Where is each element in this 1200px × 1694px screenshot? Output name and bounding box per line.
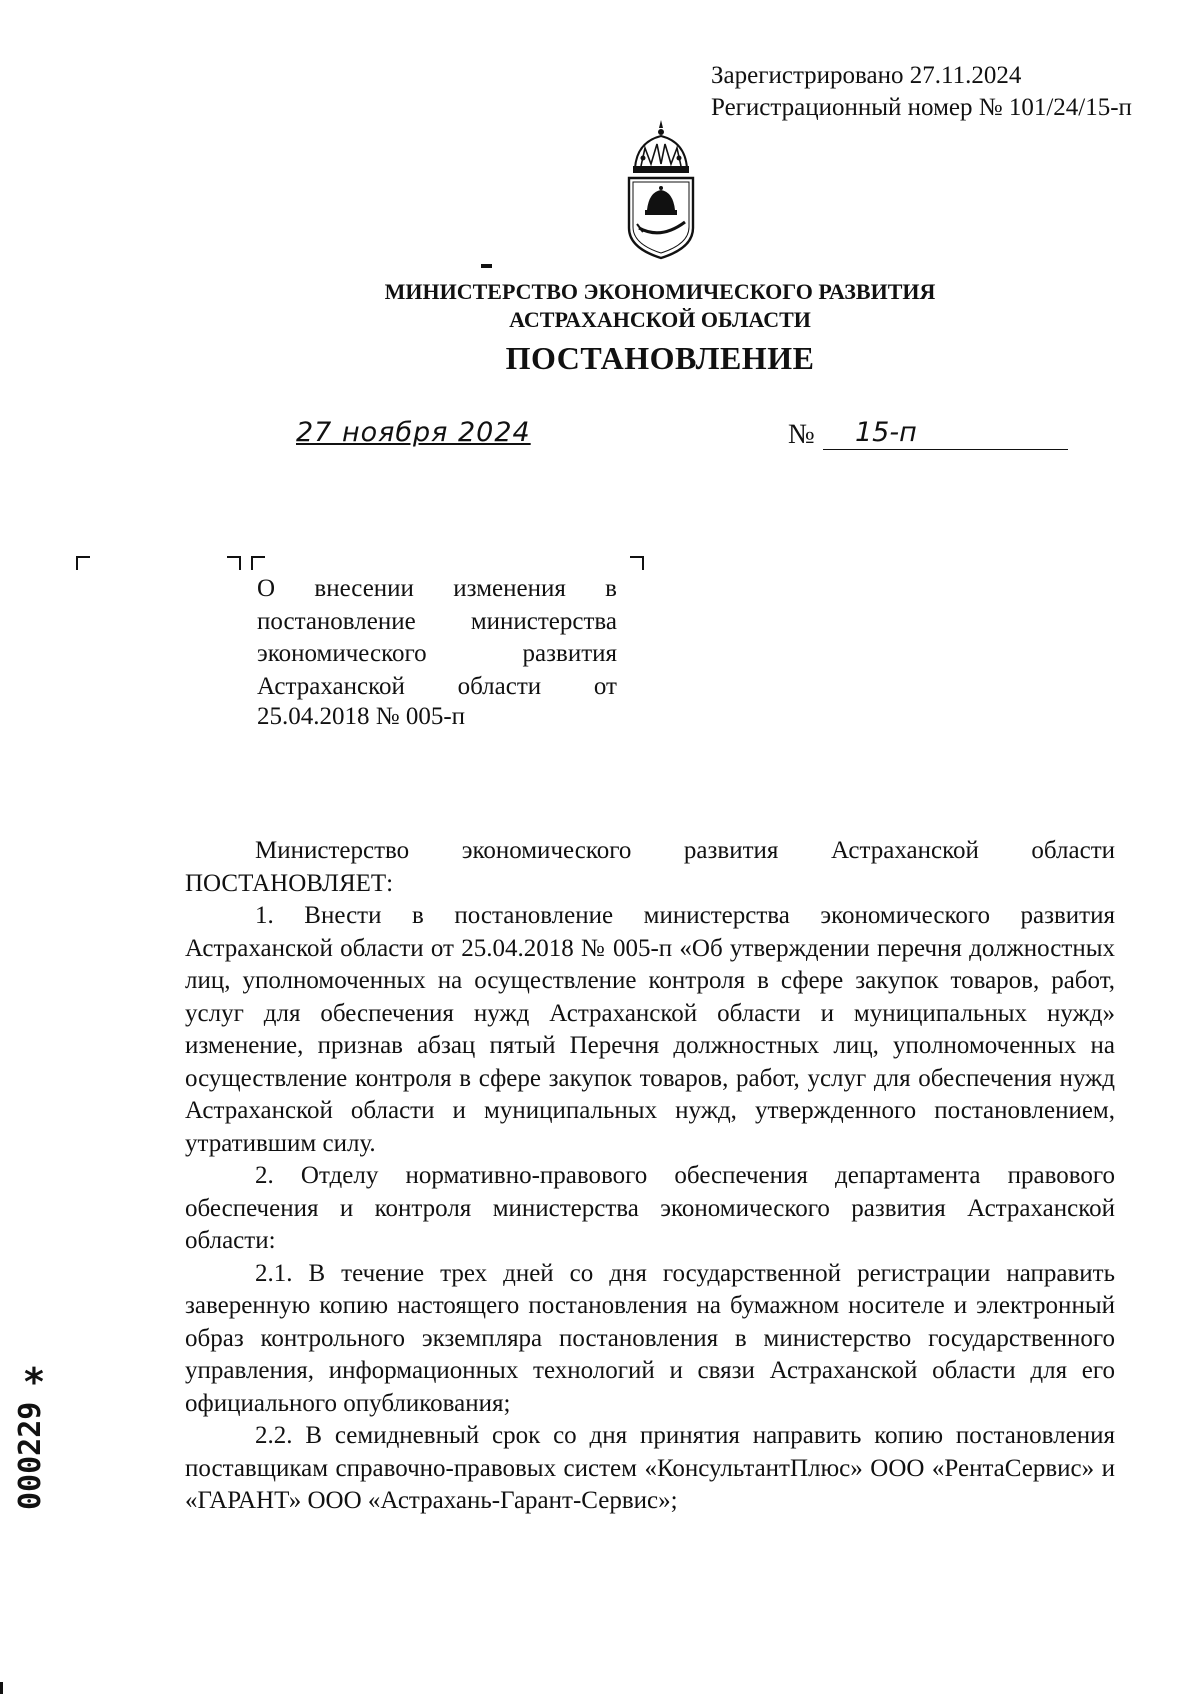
- clause-2-2-paragraph: 2.2. В семидневный срок со дня принятия направить копию постановления поставщикам справочно-правовых систем «КонсультантПлюс» ООО «РентаСервис» и «ГАРАНТ» ООО «Астрахань-Гарант-Сервис»;: [185, 1422, 1115, 1514]
- document-body: [185, 835, 1115, 1518]
- registration-date: Зарегистрировано 27.11.2024: [711, 62, 1022, 89]
- scan-edge-mark: [0, 1682, 3, 1694]
- corner-bracket-subject-end: [630, 556, 644, 570]
- subject-line-last: 25.04.2018 № 005-п: [257, 703, 466, 730]
- scan-dash-mark: [481, 264, 492, 268]
- astrakhan-coat-of-arms-icon: [621, 118, 701, 260]
- margin-star: *: [24, 1360, 44, 1404]
- handwritten-document-number: 15-п: [855, 417, 917, 448]
- clause-1-paragraph: 1. Внести в постановление министерства экономического развития Астраханской области от 25.04.2018 № 005-п «Об утверждении перечня должностных лиц, уполномоченных на осуществление контроля в сфере закупок товаров, работ, услуг для обеспечения нужд Астраханской области и муниципальных нужд» изменение, признав абзац пятый Перечня должностных лиц, уполномоченных на осуществление контроля в сфере закупок товаров, работ, услуг для обеспечения нужд Астраханской области и муниципальных нужд, утвержденного постановлением, утратившим силу.: [185, 902, 1115, 1157]
- ministry-name-line2: АСТРАХАНСКОЙ ОБЛАСТИ: [509, 307, 811, 332]
- registration-number: Регистрационный номер № 101/24/15-п: [711, 94, 1132, 121]
- ministry-name: [300, 278, 1020, 334]
- corner-bracket-left: [76, 556, 90, 570]
- subject-line: экономического развития: [257, 640, 617, 667]
- ministry-name-line1: МИНИСТЕРСТВО ЭКОНОМИЧЕСКОГО РАЗВИТИЯ: [384, 279, 936, 304]
- number-sign: №: [788, 419, 815, 450]
- document-type-title: ПОСТАНОВЛЕНИЕ: [505, 340, 815, 376]
- clause-2-paragraph: 2. Отделу нормативно-правового обеспечения департамента правового обеспечения и контроля министерства экономического развития Астраханской области:: [185, 1162, 1115, 1254]
- number-underline: [823, 449, 1068, 450]
- clause-2-1-paragraph: 2.1. В течение трех дней со дня государственной регистрации направить заверенную копию настоящего постановления на бумажном носителе и электронный образ контрольного экземпляра постановления в министерство государственного управления, информационных технологий и связи Астраханской области для его официального опубликования;: [185, 1259, 1115, 1417]
- corner-bracket-subject-start: [251, 556, 265, 570]
- subject-line: постановление министерства: [257, 607, 617, 635]
- coat-of-arms-emblem: [621, 118, 701, 260]
- corner-bracket-left-end: [227, 556, 241, 570]
- document-subject: [257, 573, 617, 703]
- subject-line: Астраханской области от: [257, 672, 617, 700]
- handwritten-date: 27 ноября 2024: [296, 417, 531, 448]
- subject-line: О внесении изменения в: [257, 575, 617, 602]
- preamble-paragraph: Министерство экономического развития Астраханской области ПОСТАНОВЛЯЕТ:: [185, 837, 1115, 897]
- margin-serial-number: 000229: [13, 1401, 48, 1510]
- registration-stamp: [711, 60, 1132, 124]
